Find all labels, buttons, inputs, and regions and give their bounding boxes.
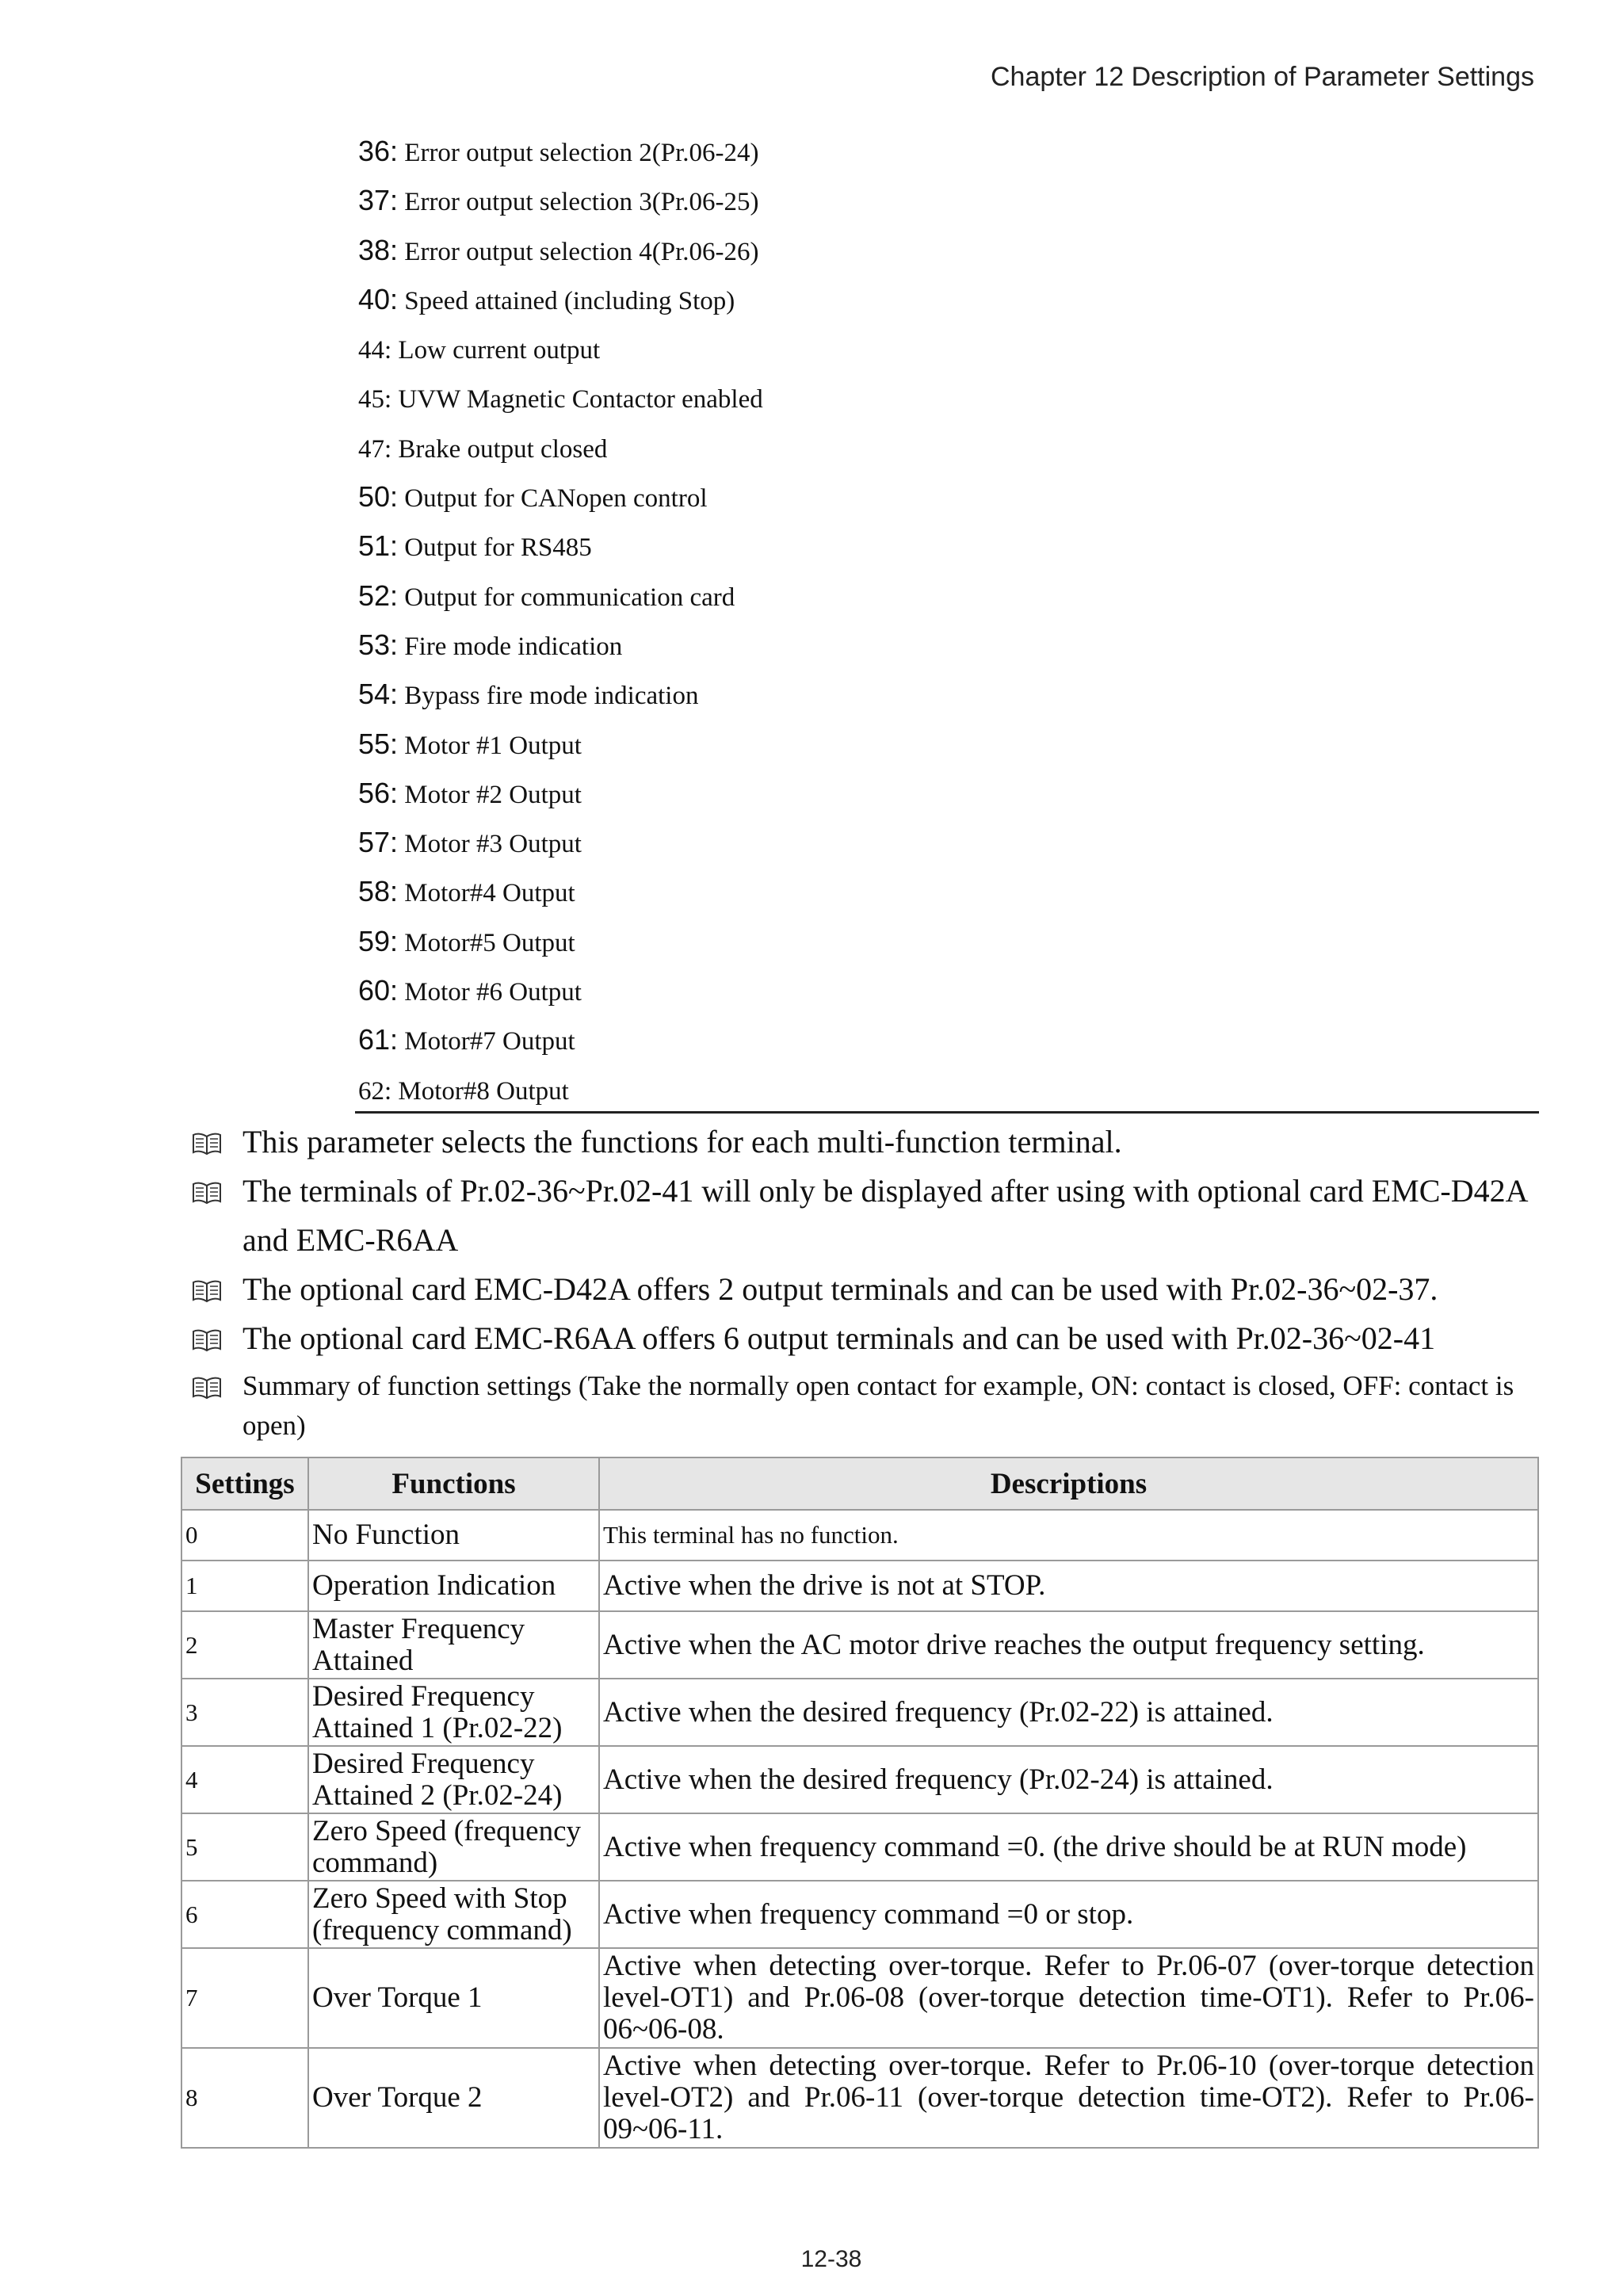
setting-list-item [358, 769, 1539, 818]
setting-list-item [358, 1015, 1539, 1064]
cell-description: This terminal has no function. [599, 1510, 1538, 1561]
note-text: The optional card EMC-R6AA offers 6 output terminals and can be used with Pr.02-36~02-41 [242, 1320, 1436, 1356]
cell-function: Zero Speed (frequency command) [308, 1813, 599, 1881]
setting-code: 57: [358, 826, 399, 859]
cell-setting: 2 [181, 1611, 308, 1679]
setting-list-item [358, 226, 1539, 275]
note-text: The terminals of Pr.02-36~Pr.02-41 will only be displayed after using with optional card EMC-D42A and EMC-R6AA [242, 1173, 1527, 1258]
setting-label: 47: Brake output closed [358, 434, 608, 464]
setting-label: Bypass fire mode indication [398, 682, 699, 711]
open-book-icon [192, 1279, 222, 1303]
setting-code: 59: [358, 924, 399, 957]
setting-code: 53: [358, 628, 399, 661]
cell-function: Operation Indication [308, 1561, 599, 1611]
setting-code: 56: [358, 776, 399, 809]
cell-function: Over Torque 1 [308, 1948, 599, 2048]
setting-label: Fire mode indication [398, 632, 623, 661]
cell-setting: 8 [181, 2048, 308, 2148]
cell-setting: 4 [181, 1746, 308, 1813]
setting-list-item [358, 867, 1539, 916]
list-end-divider [355, 1111, 1539, 1114]
cell-function: Desired Frequency Attained 1 (Pr.02-22) [308, 1679, 599, 1746]
setting-code: 51: [358, 529, 399, 563]
setting-code: 50: [358, 480, 399, 514]
setting-list-item [358, 621, 1539, 670]
note-item [187, 1117, 1550, 1167]
cell-setting: 1 [181, 1561, 308, 1611]
setting-list-item [358, 720, 1539, 769]
function-settings-table [181, 1457, 1539, 2149]
cell-setting: 3 [181, 1679, 308, 1746]
note-text: Summary of function settings (Take the normally open contact for example, ON: contact is closed, OFF: contact is open) [242, 1370, 1514, 1441]
setting-label: Output for RS485 [398, 533, 592, 563]
table-row [181, 2048, 1538, 2148]
table-row [181, 1679, 1538, 1746]
cell-function: Master Frequency Attained [308, 1611, 599, 1679]
table-row [181, 1948, 1538, 2048]
setting-list-item [358, 818, 1539, 867]
cell-description: Active when frequency command =0. (the drive should be at RUN mode) [599, 1813, 1538, 1881]
page-number: 12-38 [800, 2246, 862, 2272]
setting-label: Output for CANopen control [398, 484, 708, 514]
open-book-icon [192, 1181, 222, 1205]
setting-code: 37: [358, 184, 399, 217]
column-header-functions: Functions [308, 1457, 599, 1510]
setting-label: Motor#7 Output [398, 1027, 575, 1056]
setting-code: 38: [358, 233, 399, 266]
note-item [187, 1167, 1550, 1265]
setting-list-item [358, 1065, 1539, 1114]
setting-label: Speed attained (including Stop) [398, 286, 735, 315]
cell-setting: 0 [181, 1510, 308, 1561]
setting-list-item [358, 521, 1539, 571]
setting-list-item [358, 423, 1539, 472]
table-row [181, 1561, 1538, 1611]
cell-function: Desired Frequency Attained 2 (Pr.02-24) [308, 1746, 599, 1813]
cell-setting: 6 [181, 1881, 308, 1948]
cell-description: Active when the desired frequency (Pr.02-22) is attained. [599, 1679, 1538, 1746]
setting-code: 60: [358, 974, 399, 1007]
table-row [181, 1813, 1538, 1881]
cell-function: No Function [308, 1510, 599, 1561]
setting-label: Error output selection 3(Pr.06-25) [398, 188, 759, 217]
note-item [187, 1366, 1550, 1446]
open-book-icon [192, 1328, 222, 1352]
setting-label: 62: Motor#8 Output [358, 1076, 569, 1106]
setting-list-item [358, 472, 1539, 521]
cell-function: Zero Speed with Stop (frequency command) [308, 1881, 599, 1948]
cell-description: Active when the AC motor drive reaches the output frequency setting. [599, 1611, 1538, 1679]
table-row [181, 1611, 1538, 1679]
note-item [187, 1314, 1550, 1363]
setting-code: 54: [358, 678, 399, 711]
setting-label: 44: Low current output [358, 336, 601, 365]
setting-code: 40: [358, 282, 399, 315]
cell-description: Active when detecting over-torque. Refer to Pr.06-10 (over-torque detection level-OT2) and Pr.06-11 (over-torque detection time-OT2). Refer to Pr.06-09~06-11. [599, 2048, 1538, 2148]
cell-description: Active when the desired frequency (Pr.02-24) is attained. [599, 1746, 1538, 1813]
setting-label: Motor #1 Output [398, 731, 582, 760]
table-header-row [181, 1457, 1538, 1510]
setting-list-item [358, 127, 1539, 176]
setting-list-item [358, 917, 1539, 966]
setting-list-item [358, 571, 1539, 621]
setting-code: 36: [358, 135, 399, 167]
setting-label: Error output selection 2(Pr.06-24) [398, 139, 759, 167]
cell-setting: 5 [181, 1813, 308, 1881]
note-text: This parameter selects the functions for each multi-function terminal. [242, 1124, 1122, 1159]
page-header-title: Chapter 12 Description of Parameter Settings [990, 62, 1534, 92]
table-row [181, 1510, 1538, 1561]
note-text: The optional card EMC-D42A offers 2 output terminals and can be used with Pr.02-36~02-37. [242, 1271, 1438, 1307]
cell-description: Active when the drive is not at STOP. [599, 1561, 1538, 1611]
setting-label: Motor#4 Output [398, 879, 575, 908]
cell-description: Active when detecting over-torque. Refer to Pr.06-07 (over-torque detection level-OT1) and Pr.06-08 (over-torque detection time-OT1). Refer to Pr.06-06~06-08. [599, 1948, 1538, 2048]
setting-label: Motor#5 Output [398, 928, 575, 957]
setting-list-item [358, 373, 1539, 422]
cell-setting: 7 [181, 1948, 308, 2048]
setting-label: Motor #3 Output [398, 830, 582, 859]
setting-label: Motor #6 Output [398, 978, 582, 1007]
setting-code: 61: [358, 1023, 399, 1056]
setting-code: 58: [358, 875, 399, 908]
setting-list-item [358, 966, 1539, 1015]
setting-code: 55: [358, 727, 399, 760]
settings-value-list [358, 127, 1539, 1114]
setting-list-item [358, 324, 1539, 373]
open-book-icon [192, 1132, 222, 1156]
setting-label: Motor #2 Output [398, 780, 582, 809]
cell-description: Active when frequency command =0 or stop. [599, 1881, 1538, 1948]
column-header-descriptions: Descriptions [599, 1457, 1538, 1510]
notes-section [187, 1117, 1550, 1446]
setting-label: Error output selection 4(Pr.06-26) [398, 237, 759, 266]
setting-list-item [358, 670, 1539, 719]
table-row [181, 1746, 1538, 1813]
setting-code: 52: [358, 579, 399, 612]
cell-function: Over Torque 2 [308, 2048, 599, 2148]
table-row [181, 1881, 1538, 1948]
setting-list-item [358, 176, 1539, 225]
column-header-settings: Settings [181, 1457, 308, 1510]
note-item [187, 1265, 1550, 1314]
setting-label: 45: UVW Magnetic Contactor enabled [358, 385, 763, 415]
setting-list-item [358, 275, 1539, 324]
setting-label: Output for communication card [398, 583, 735, 612]
open-book-icon [192, 1376, 222, 1400]
